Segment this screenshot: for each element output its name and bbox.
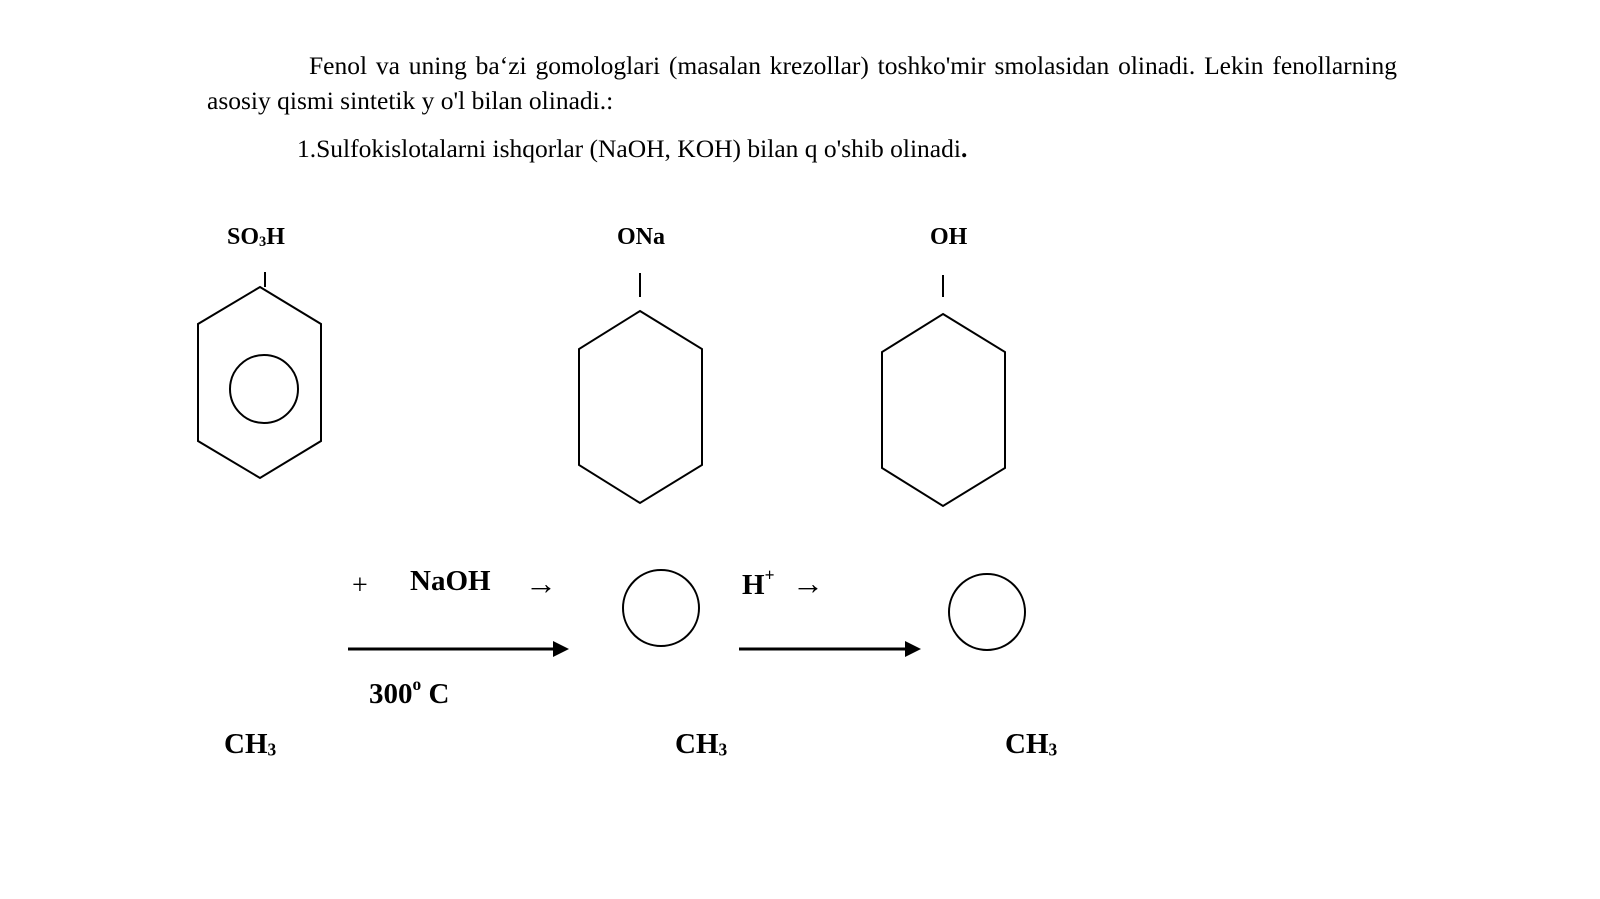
reactant-methyl-group	[224, 728, 276, 761]
reactant-aromatic-circle	[230, 355, 298, 423]
reagent-label: NaOH	[410, 565, 491, 597]
reaction-arrow-2-head	[905, 641, 921, 657]
plus-sign: +	[352, 570, 368, 601]
reactant-substituent-subscript: 3	[259, 234, 267, 251]
reagent-arrow: →	[525, 565, 557, 601]
temperature-unit: C	[421, 678, 450, 711]
product-aromatic-circle	[949, 574, 1025, 650]
product-methyl-base: CH	[1005, 728, 1049, 760]
product-substituent-label: OH	[930, 224, 968, 250]
reactant-substituent-label	[227, 224, 285, 251]
acid-arrow: →	[792, 565, 824, 601]
temperature-value: 300	[369, 678, 413, 711]
temperature-condition	[369, 674, 449, 711]
reactant-substituent-base: SO	[227, 224, 260, 250]
reaction-arrow-1-head	[553, 641, 569, 657]
product-methyl-subscript: 3	[1048, 739, 1058, 760]
product-methyl-group	[1005, 728, 1057, 761]
method-heading-period: .	[960, 134, 968, 163]
reactant-substituent-tail: H	[266, 224, 285, 250]
product-hexagon	[882, 314, 1005, 506]
intermediate-methyl-base: CH	[675, 728, 719, 760]
intermediate-methyl-group	[675, 728, 727, 761]
intermediate-hexagon	[579, 311, 702, 503]
intro-paragraph: Fenol va uning ba‘zi gomologlari (masalan krezollar) toshko'mir smolasidan olinadi. Lekin fenollarning asosiy qismi sintetik y o'l bilan olinadi.:	[207, 51, 1397, 115]
reactant-hexagon	[198, 287, 321, 478]
method-heading-text: 1.Sulfokislotalarni ishqorlar (NaOH, KOH) bilan q o'shib olinadi	[297, 134, 961, 163]
temperature-degree: o	[412, 674, 422, 694]
intermediate-aromatic-circle	[623, 570, 699, 646]
reactant-methyl-base: CH	[224, 728, 268, 760]
acid-label	[742, 565, 774, 602]
reactant-methyl-subscript: 3	[267, 739, 277, 760]
acid-superscript: +	[764, 565, 775, 585]
intermediate-methyl-subscript: 3	[718, 739, 728, 760]
acid-base: H	[742, 569, 765, 602]
intermediate-substituent-label: ONa	[617, 224, 665, 250]
